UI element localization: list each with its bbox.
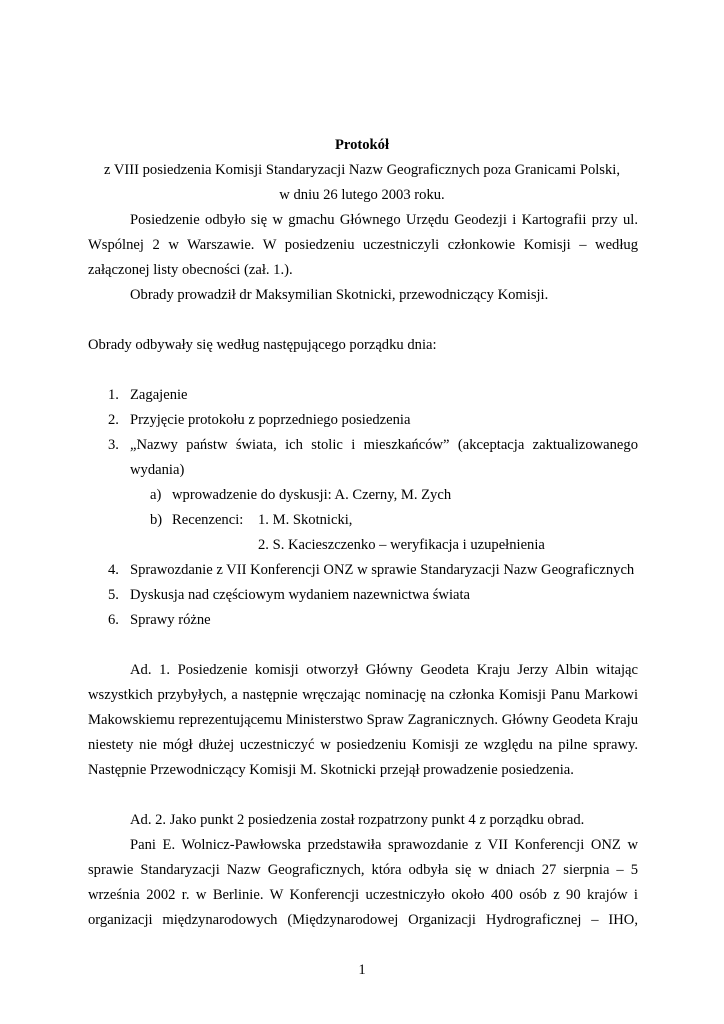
document-subtitle-line-1: z VIII posiedzenia Komisji Standaryzacji Nazw Geograficznych poza Granicami Polski, bbox=[103, 162, 620, 178]
agenda-subitem-a bbox=[150, 486, 451, 504]
agenda-item-number: 2. bbox=[108, 412, 119, 428]
ad1-paragraph-line: Makowskiemu reprezentującemu Ministerstwo Spraw Zagranicznych. Główny Geodeta Kraju bbox=[88, 712, 638, 728]
ad2-paragraph-line: Pani E. Wolnicz-Pawłowska przedstawiła sprawozdanie z VII Konferencji ONZ w bbox=[130, 837, 638, 853]
agenda-item-number: 4. bbox=[108, 562, 119, 578]
intro-paragraph-line: załączonej listy obecności (zał. 1.). bbox=[88, 262, 293, 278]
agenda-heading: Obrady odbywały się według następującego porządku dnia: bbox=[88, 337, 437, 353]
subitem-label: a) bbox=[150, 487, 162, 503]
intro-paragraph-line: Wspólnej 2 w Warszawie. W posiedzeniu uczestniczyli członkowie Komisji – według bbox=[88, 237, 638, 253]
page-number: 1 bbox=[358, 962, 366, 978]
ad2-paragraph-line: organizacji międzynarodowych (Międzynarodowej Organizacji Hydrograficznej – IHO, bbox=[88, 912, 638, 928]
agenda-item-text: Przyjęcie protokołu z poprzedniego posiedzenia bbox=[130, 412, 411, 428]
agenda-item-text: Zagajenie bbox=[130, 387, 188, 403]
ad1-paragraph-line: Ad. 1. Posiedzenie komisji otworzył Główny Geodeta Kraju Jerzy Albin witając bbox=[130, 662, 638, 678]
agenda-item bbox=[108, 411, 410, 429]
agenda-item-number: 5. bbox=[108, 587, 119, 603]
intro-paragraph-line: Obrady prowadził dr Maksymilian Skotnicki, przewodniczący Komisji. bbox=[130, 287, 549, 303]
agenda-item bbox=[108, 586, 470, 604]
reviewer-1: 1. M. Skotnicki, bbox=[258, 512, 353, 528]
subitem-text: wprowadzenie do dyskusji: A. Czerny, M. Zych bbox=[172, 487, 452, 503]
subitem-label: b) bbox=[150, 512, 163, 528]
agenda-item bbox=[108, 436, 638, 454]
agenda-item-text: Dyskusja nad częściowym wydaniem nazewnictwa świata bbox=[130, 587, 471, 603]
agenda-item-number: 3. bbox=[108, 437, 119, 453]
ad1-paragraph-line: wszystkich przybyłych, a następnie wręczając nominację na członka Komisji Panu Markowi bbox=[88, 687, 638, 703]
subitem-text: Recenzenci: bbox=[172, 512, 244, 528]
agenda-item-continuation: wydania) bbox=[130, 462, 185, 478]
agenda-item bbox=[108, 611, 211, 629]
ad2-paragraph-line: Ad. 2. Jako punkt 2 posiedzenia został rozpatrzony punkt 4 z porządku obrad. bbox=[130, 812, 585, 828]
agenda-item-number: 1. bbox=[108, 387, 119, 403]
agenda-item-text: Sprawy różne bbox=[130, 612, 211, 628]
reviewer-2: 2. S. Kacieszczenko – weryfikacja i uzupełnienia bbox=[258, 537, 545, 553]
agenda-item bbox=[108, 386, 188, 404]
document-subtitle-line-2: w dniu 26 lutego 2003 roku. bbox=[279, 187, 445, 203]
document-title: Protokół bbox=[334, 137, 390, 153]
ad1-paragraph-line: niestety nie mógł dłużej uczestniczyć w posiedzeniu Komisji ze względu na pilne sprawy. bbox=[88, 737, 638, 753]
agenda-item-text: „Nazwy państw świata, ich stolic i mieszkańców” (akceptacja zaktualizowanego bbox=[130, 437, 638, 453]
agenda-item-text: Sprawozdanie z VII Konferencji ONZ w sprawie Standaryzacji Nazw Geograficznych bbox=[130, 562, 635, 578]
intro-paragraph-line: Posiedzenie odbyło się w gmachu Głównego Urzędu Geodezji i Kartografii przy ul. bbox=[130, 212, 638, 228]
agenda-item-number: 6. bbox=[108, 612, 119, 628]
ad1-paragraph-line: Następnie Przewodniczący Komisji M. Skotnicki przejął prowadzenie posiedzenia. bbox=[88, 762, 574, 778]
ad2-paragraph-line: września 2002 r. w Berlinie. W Konferencji uczestniczyło około 400 osób z 90 krajów i bbox=[88, 887, 638, 903]
agenda-subitem-b bbox=[150, 511, 243, 529]
agenda-item bbox=[108, 561, 634, 579]
ad2-paragraph-line: sprawie Standaryzacji Nazw Geograficznych, która odbyła się w dniach 27 sierpnia – 5 bbox=[88, 862, 638, 878]
